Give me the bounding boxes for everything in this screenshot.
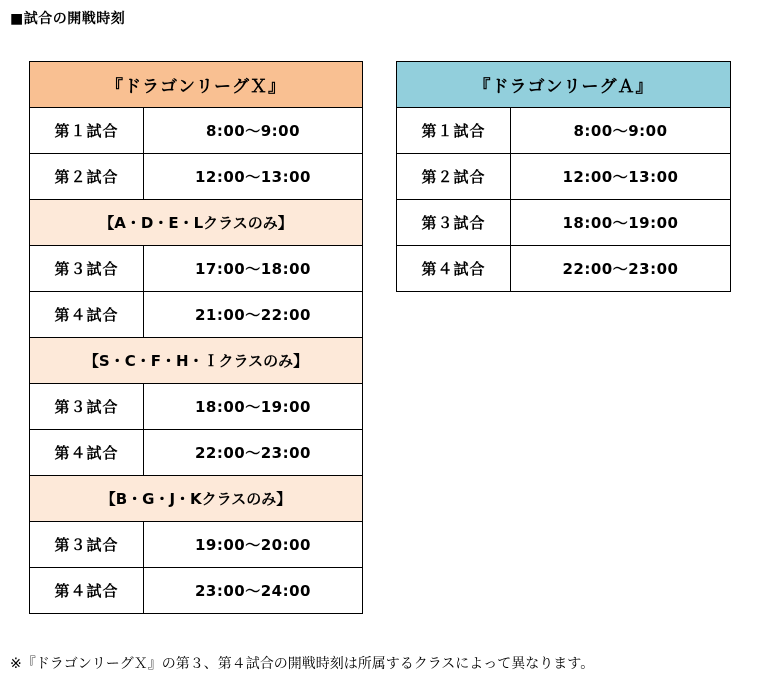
league-x-match-time: 23:00～24:00 [144, 568, 363, 614]
league-a-match-row [397, 246, 731, 292]
league-a-title: 『ドラゴンリーグＡ』 [397, 62, 731, 108]
league-x-class-section-label: 【S・C・F・H・Ｉクラスのみ】 [30, 338, 363, 384]
league-x-match-row [30, 154, 363, 200]
league-x-match-time: 17:00～18:00 [144, 246, 363, 292]
league-x-section-row [30, 476, 363, 522]
league-x-match-label: 第４試合 [30, 430, 144, 476]
league-x-match-label: 第３試合 [30, 522, 144, 568]
league-a-match-time: 18:00～19:00 [511, 200, 731, 246]
league-x-class-section-label: 【B・G・J・Kクラスのみ】 [30, 476, 363, 522]
league-x-match-time: 22:00～23:00 [144, 430, 363, 476]
league-a-match-label: 第１試合 [397, 108, 511, 154]
league-x-match-row [30, 430, 363, 476]
league-x-match-row [30, 292, 363, 338]
league-x-table-body [30, 62, 363, 614]
league-x-match-row [30, 522, 363, 568]
page-heading: ■試合の開戦時刻 [10, 11, 126, 27]
league-x-schedule-table [29, 61, 363, 614]
league-a-match-label: 第３試合 [397, 200, 511, 246]
league-x-match-label: 第１試合 [30, 108, 144, 154]
league-x-section-row [30, 200, 363, 246]
league-x-match-time: 18:00～19:00 [144, 384, 363, 430]
league-a-match-time: 8:00～9:00 [511, 108, 731, 154]
league-x-match-label: 第４試合 [30, 568, 144, 614]
footnote: ※『ドラゴンリーグＸ』の第３、第４試合の開戦時刻は所属するクラスによって異なります。 [10, 656, 595, 672]
league-a-match-time: 12:00～13:00 [511, 154, 731, 200]
league-x-match-time: 12:00～13:00 [144, 154, 363, 200]
league-x-match-time: 8:00～9:00 [144, 108, 363, 154]
league-a-match-row [397, 108, 731, 154]
league-a-match-row [397, 154, 731, 200]
league-a-match-label: 第４試合 [397, 246, 511, 292]
league-x-header-row [30, 62, 363, 108]
league-x-match-time: 21:00～22:00 [144, 292, 363, 338]
league-x-match-row [30, 246, 363, 292]
league-a-match-time: 22:00～23:00 [511, 246, 731, 292]
league-x-match-label: 第４試合 [30, 292, 144, 338]
league-x-match-time: 19:00～20:00 [144, 522, 363, 568]
league-a-match-label: 第２試合 [397, 154, 511, 200]
league-a-schedule-table [396, 61, 731, 292]
league-x-title: 『ドラゴンリーグＸ』 [30, 62, 363, 108]
league-x-match-row [30, 108, 363, 154]
league-x-class-section-label: 【A・D・E・Lクラスのみ】 [30, 200, 363, 246]
league-a-header-row [397, 62, 731, 108]
league-x-match-label: 第２試合 [30, 154, 144, 200]
league-x-match-label: 第３試合 [30, 246, 144, 292]
league-a-table-body [397, 62, 731, 292]
league-x-section-row [30, 338, 363, 384]
league-x-match-row [30, 384, 363, 430]
league-x-match-row [30, 568, 363, 614]
league-x-match-label: 第３試合 [30, 384, 144, 430]
league-a-match-row [397, 200, 731, 246]
